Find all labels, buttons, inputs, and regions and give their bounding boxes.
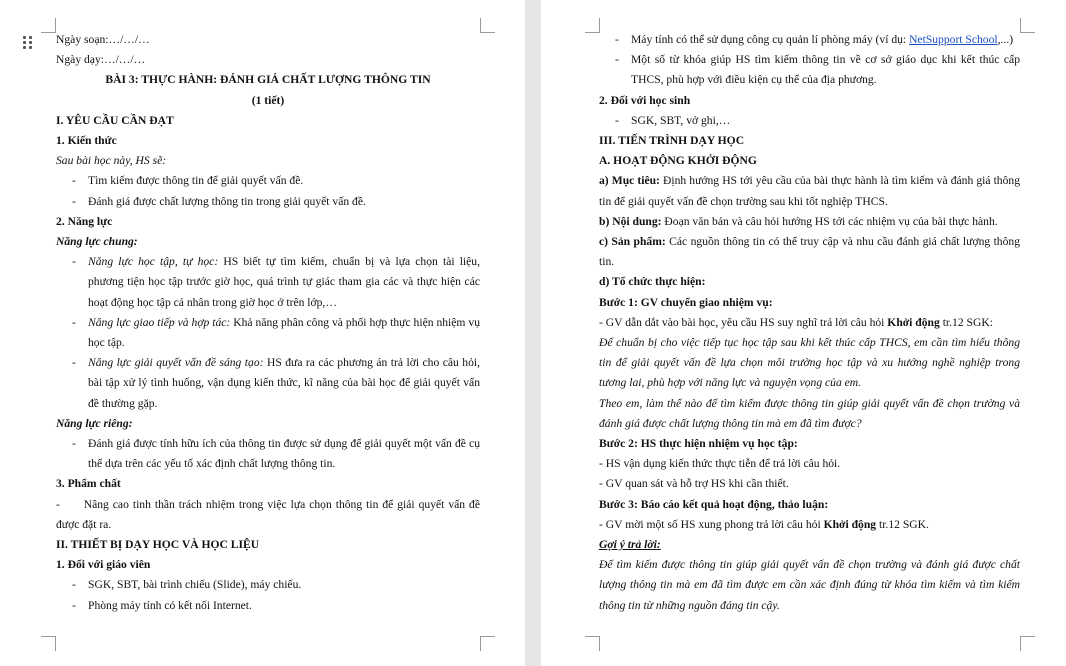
list-item: - Năng lực học tập, tự học: HS biết tự tìm kiếm, chuẩn bị và lựa chọn tài liệu, phương tiện học tập trước giờ học, quá trình tự giác tham gia các và thực hiện các hoạt động học tập cá nhân trong giờ học ở trên lớp,… [72,255,480,309]
prep-date: Ngày soạn:…/…/… [56,33,150,46]
list-item: - Đánh giá được chất lượng thông tin trong giải quyết vấn đề. [72,194,366,208]
activity-heading: A. HOẠT ĐỘNG KHỞI ĐỘNG [599,154,757,168]
lesson-title: BÀI 3: THỰC HÀNH: ĐÁNH GIÁ CHẤT LƯỢNG THÔNG TIN [105,73,431,87]
margin-corner-mark [1020,636,1035,651]
subsection-heading: 2. Năng lực [56,214,113,228]
list-item: - Năng lực giao tiếp và hợp tác: Khả năng phân công và phối hợp thực hiện nhiệm vụ học tập. [72,315,480,350]
subsection-heading: 1. Kiến thức [56,134,117,148]
intro-text: Sau bài học này, HS sẽ: [56,154,167,168]
list-item: - Đánh giá được tính hữu ích của thông tin được sử dụng để giải quyết một vấn đề cụ thể dựa trên các yếu tố xác định chất lượng thông tin. [72,437,480,471]
objective-paragraph: a) Mục tiêu: Định hướng HS tới yêu cầu của bài thực hành là tìm kiếm và đánh giá thông tin để giải quyết vấn đề chọn trường sau khi tốt nghiệp THCS. [599,174,1020,208]
section-heading: I. YÊU CẦU CẦN ĐẠT [56,113,174,127]
paragraph: - GV quan sát và hỗ trợ HS khi cần thiết. [599,477,789,491]
right-page-content [599,30,1020,616]
competency-heading: Năng lực chung: [56,235,138,249]
table-move-handle-icon[interactable] [23,36,35,50]
list-item: - SGK, SBT, bài trình chiếu (Slide), máy chiếu. [72,578,302,592]
competency-heading: Năng lực riêng: [56,416,133,430]
paragraph: - Nâng cao tinh thần trách nhiệm trong việc lựa chọn thông tin để giải quyết vấn đề được đặt ra. [56,497,480,531]
hint-paragraph: Để tìm kiếm được thông tin giúp giải quyết vấn đề chọn trường và đánh giá được chất lượng thông tin mà em đã tìm được em cần xác định đúng từ khóa tìm kiếm và tìm kiếm thông tin từ những nguồn đáng tin cậy. [599,558,1020,612]
quoted-paragraph: Theo em, làm thế nào để tìm kiếm được thông tin giúp giải quyết vấn đề chọn trường và đánh giá được chất lượng thông tin mà em đã tìm được? [599,396,1020,430]
quoted-paragraph: Để chuẩn bị cho việc tiếp tục học tập sau khi kết thúc cấp THCS, em cần tìm hiểu thông tin để giải quyết vấn đề lựa chọn môi trường học tập và xu hướng nghề nghiệp trong tương lai, phù hợp với năng lực và nguyện vọng của em. [599,336,1020,390]
subsection-heading: 1. Đối với giáo viên [56,558,151,572]
subsection-heading: 3. Phẩm chất [56,477,121,491]
teach-date: Ngày dạy:…/…/… [56,53,146,67]
list-item: - Máy tính có thể sử dụng công cụ quản lí phòng máy (ví dụ: NetSupport School,...) [615,33,1014,46]
section-heading: II. THIẾT BỊ DẠY HỌC VÀ HỌC LIỆU [56,538,260,552]
list-item: - Một số từ khóa giúp HS tìm kiếm thông tin về cơ sở giáo dục khi kết thúc cấp THCS, phù hợp với điều kiện cụ thể của địa phương. [615,53,1020,87]
step-heading: Bước 3: Báo cáo kết quả hoạt động, thảo luận: [599,497,829,511]
margin-corner-mark [585,636,600,651]
margin-corner-mark [41,18,56,33]
step-heading: Bước 2: HS thực hiện nhiệm vụ học tập: [599,437,798,451]
margin-corner-mark [480,18,495,33]
margin-corner-mark [1020,18,1035,33]
list-item: - SGK, SBT, vở ghi,… [615,113,731,127]
left-page-content [56,30,480,616]
product-paragraph: c) Sản phẩm: Các nguồn thông tin có thể truy cập và nhu cầu đánh giá chất lượng thông tin. [599,235,1020,269]
document-page-right [541,0,1066,666]
list-item: - Phòng máy tính có kết nối Internet. [72,598,252,612]
paragraph: - GV dẫn dắt vào bài học, yêu cầu HS suy nghĩ trả lời câu hỏi Khởi động tr.12 SGK: [599,315,993,329]
margin-corner-mark [585,18,600,33]
document-page-left [0,0,525,666]
section-heading: III. TIẾN TRÌNH DẠY HỌC [599,134,745,148]
paragraph: - GV mời một số HS xung phong trả lời câu hỏi Khởi động tr.12 SGK. [599,517,929,531]
subsection-heading: 2. Đối với học sinh [599,93,691,107]
netsupport-link[interactable]: NetSupport School [909,33,998,46]
margin-corner-mark [41,636,56,651]
margin-corner-mark [480,636,495,651]
hint-heading: Gợi ý trả lời: [599,538,661,552]
organization-heading: d) Tổ chức thực hiện: [599,275,706,289]
content-paragraph: b) Nội dung: Đoạn văn bản và câu hỏi hướng HS tới các nhiệm vụ của bài thực hành. [599,214,998,228]
list-item: - Năng lực giải quyết vấn đề sáng tạo: HS đưa ra các phương án trả lời cho câu hỏi, bài tập xử lý tình huống, vận dụng kiến thức, kĩ năng của bài học để giải quyết vấn đề thường gặp. [72,356,480,410]
lesson-duration: (1 tiết) [251,93,285,107]
list-item: - Tìm kiếm được thông tin để giải quyết vấn đề. [72,174,304,188]
paragraph: - HS vận dụng kiến thức thực tiễn để trả lời câu hỏi. [599,457,841,471]
step-heading: Bước 1: GV chuyển giao nhiệm vụ: [599,295,773,309]
